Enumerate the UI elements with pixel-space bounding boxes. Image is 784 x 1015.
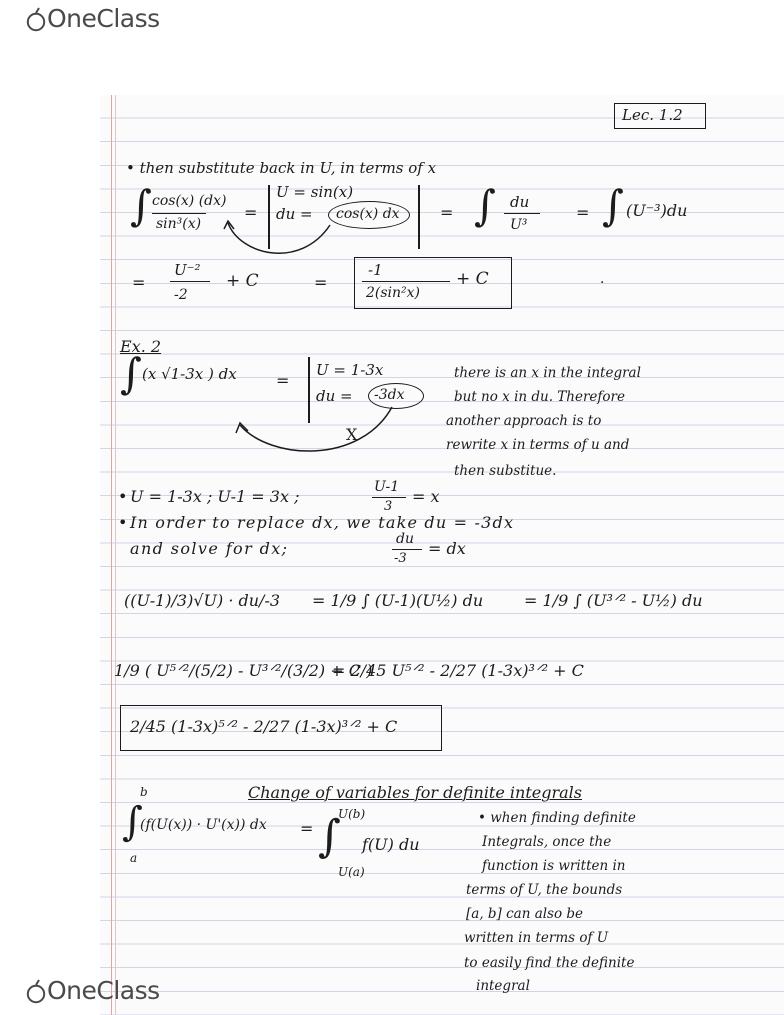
oneclass-logo-top [26,4,160,33]
ex2-title: Ex. 2 [120,337,162,356]
ex2-bullet1: U = 1-3x ; U-1 = 3x ; [130,487,300,506]
definite-note-line: to easily find the definite [464,955,635,971]
ex2-bullet1-num: U-1 [374,479,400,495]
definite-note-line: function is written in [482,858,626,874]
ex2-note-line: rewrite x in terms of u and [446,437,630,453]
ex1-integrand-den: sin³(x) [156,216,202,232]
ex1-final-num: -1 [368,261,383,279]
definite-eq: = [300,819,314,838]
ex1-result-den: -2 [174,287,188,303]
notebook-page [100,95,784,1015]
logo-text: OneClass [47,4,160,33]
ex1-plus-c: + C [226,271,259,291]
definite-integral: (f(U(x)) · U'(x)) dx [140,817,267,833]
ex2-step-b: = 1/9 ∫ (U-1)(U½) du [312,591,484,610]
ex2-step-d: 1/9 ( U⁵ᐟ²/(5/2) - U³ᐟ²/(3/2) + C ) [114,661,373,680]
bullet-dot-1: • [118,487,128,506]
ex2-bullet2-line2: and solve for dx; [130,539,289,558]
oneclass-logo-bottom [26,976,160,1005]
intro-line: • then substitute back in U, in terms of x [126,159,437,177]
ex1-sub-du-label: du = [276,205,313,223]
definite-upper-b: b [140,785,148,799]
ex2-step-c: = 1/9 ∫ (U³ᐟ² - U½) du [524,591,703,610]
integral-sign: ∫ [130,181,152,230]
integral-sign-3: ∫ [602,181,624,230]
ex2-sub-u: U = 1-3x [316,361,384,379]
ex2-bullet2-line1: In order to replace dx, we take du = -3dx [130,513,515,532]
definite-note-line: terms of U, the bounds [466,882,623,898]
definite-lower-ua: U(a) [338,865,365,879]
logo-text: OneClass [47,976,160,1005]
ex2-step-a: ((U-1)/3)√U) · du/-3 [124,591,281,610]
ex1-final-plus-c: + C [456,269,489,289]
ex2-bullet2-num: du [396,531,414,547]
result-eq: = [132,273,146,292]
ex1-eq2: = [440,203,454,222]
definite-note-line: integral [476,978,530,994]
oneclass-logo-icon [26,979,46,1003]
lecture-tag: Lec. 1.2 [622,106,683,124]
oneclass-logo-icon [26,7,46,31]
cross-mark: X [346,425,358,444]
ex1-integrand-num: cos(x) (dx) [152,193,227,209]
result-eq2: = [314,273,328,292]
ex2-integral: (x √1-3x ) dx [142,365,237,383]
definite-heading: Change of variables for definite integrals [248,783,582,802]
ex1-result-num: U⁻² [174,261,201,279]
definite-note-line: • when finding definite [478,810,636,826]
ex2-sub-du: -3dx [374,387,405,403]
ex2-step-e: = 2/45 U⁵ᐟ² - 2/27 (1-3x)³ᐟ² + C [332,661,584,680]
definite-note-line: Integrals, once the [482,834,612,850]
ex2-note-line: another approach is to [446,413,602,429]
ex2-note-line: then substitue. [454,463,557,479]
definite-upper-ub: U(b) [338,807,366,821]
ex1-step2-den: U³ [510,217,528,233]
bullet-dot-2: • [118,513,128,532]
definite-rhs: f(U) du [362,835,420,854]
annotation-arrows [100,95,784,1015]
ex1-eq3: = [576,203,590,222]
ex1-step3: (U⁻³)du [626,201,688,220]
integral-sign-2: ∫ [474,181,496,230]
ex2-sub-du-label: du = [316,387,353,405]
ex2-note-line: but no x in du. Therefore [454,389,625,405]
ex2-bullet1-den: 3 [384,499,393,514]
ex1-eq: = [244,203,258,222]
ex1-sub-du: cos(x) dx [336,206,400,222]
definite-integral-sign-2: ∫ [318,811,341,862]
definite-note-line: [a, b] can also be [466,906,584,922]
stray-dot: · [600,275,605,291]
ex2-note-line: there is an x in the integral [454,365,641,381]
definite-integral-sign: ∫ [122,799,143,845]
ex2-bullet2-tail: = dx [428,539,466,558]
ex2-bullet2-den: -3 [394,551,407,566]
definite-lower-a: a [130,851,138,865]
ex2-bullet1-tail: = x [412,487,440,506]
ex2-boxed-answer: 2/45 (1-3x)⁵ᐟ² - 2/27 (1-3x)³ᐟ² + C [130,717,398,736]
ex1-step2-num: du [510,193,530,211]
ex2-eq: = [276,371,290,390]
ex2-integral-sign: ∫ [120,349,142,398]
definite-note-line: written in terms of U [464,930,609,946]
ex1-final-den: 2(sin²x) [366,285,421,301]
ex1-sub-u: U = sin(x) [276,183,354,201]
